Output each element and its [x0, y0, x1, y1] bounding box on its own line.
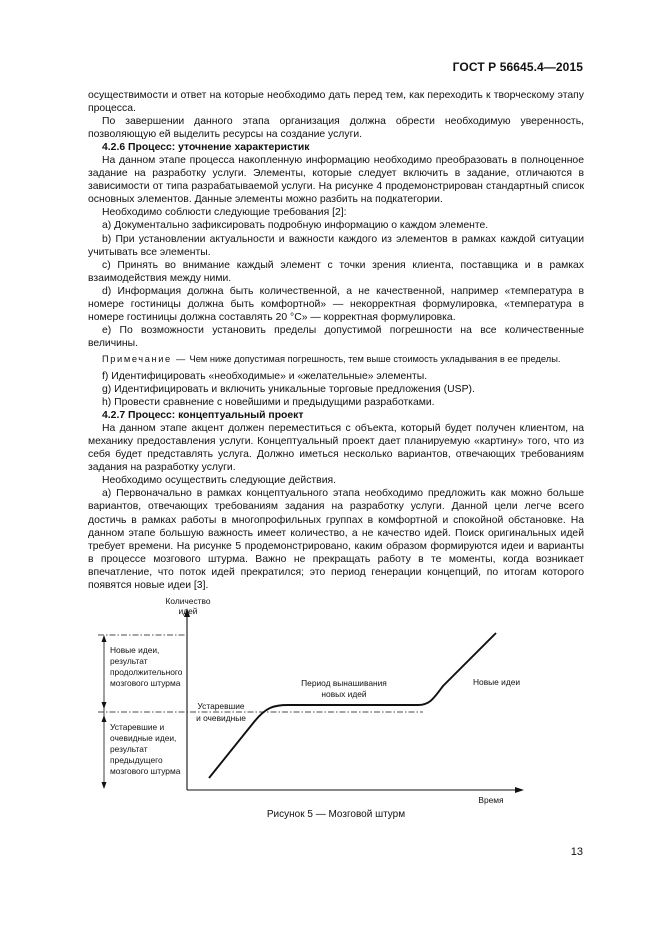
page-number: 13 [570, 846, 583, 858]
left-label-top-4: мозгового штурма [110, 678, 181, 688]
figure-brainstorm [88, 590, 584, 830]
range-arrow-bottom [102, 782, 107, 789]
paragraph: Необходимо осуществить следующие действия. [102, 475, 337, 487]
paragraph: a) Первоначально в рамках концептуального этапа необходимо предложить как можно больше вариантов, отвечающих требованиям задания на разработку услуги. Данной цели легче всего достичь в рамках работы в многопрофильных группах в комфортной и спокойной обстановке. На данном этапе большую важность имеет количество, а не качество идей. Поиск оригинальных идей требует времени. На рисунке 5 продемонстрировано, каким образом формируются идеи и варианты в процессе мозгового штурма. Важно не прекращать работу в те моменты, когда возникает впечатление, что поток идей прекратился; это период генерации концепций, по итогам которого появятся новые идеи [3]. [88, 488, 584, 591]
paragraph: a) Документально зафиксировать подробную информацию о каждом элементе. [102, 220, 489, 232]
left-label-bottom-3: результат [110, 744, 148, 754]
curve-label-old-2: и очевидные [196, 713, 246, 723]
paragraph: d) Информация должна быть количественной, а не качественной, например «температура в номере гостиницы должна быть комфортной» — некорректная формулировка, «температура в номере гостиницы должна составлять 20 °С» — корректная формулировка. [88, 285, 584, 323]
figure-caption: Рисунок 5 — Мозговой штурм [266, 809, 406, 820]
left-label-bottom-4: предыдущего [110, 755, 163, 765]
ideas-curve [209, 633, 496, 778]
section-number: 4.2.7 [102, 410, 126, 422]
left-label-bottom-1: Устаревшие и [110, 722, 165, 732]
paragraph: e) По возможности установить пределы допустимой погрешности на все количественные величины. [88, 324, 584, 349]
body-text [88, 89, 584, 592]
range-arrow-top [102, 635, 107, 642]
left-label-bottom-2: очевидные идеи, [110, 733, 177, 743]
note-text: Чем ниже допустимая погрешность, тем выше стоимость укладывания в ее пределы. [189, 353, 561, 364]
y-axis-label-line2: идей [178, 606, 198, 616]
y-axis-label-line1: Количество [165, 596, 211, 606]
paragraph: g) Идентифицировать и включить уникальные торговые предложения (USP). [102, 384, 475, 396]
note-paragraph [88, 353, 584, 366]
paragraph: f) Идентифицировать «необходимые» и «желательные» элементы. [102, 370, 428, 382]
paragraph: На данном этапе акцент должен переместиться с объекта, который будет получен клиентом, на механику предоставления услуги. Концептуальный проект дает планируемую «картину» того, что из себя будет представлять услуга. Должно иметься несколько вариантов, отвечающих требованиям задания на разработку услуги. [88, 423, 584, 474]
section-heading [88, 409, 584, 422]
range-arrow-mid-up [102, 702, 107, 709]
curve-label-old-1: Устаревшие [197, 701, 245, 711]
note-label: Примечание — [102, 353, 187, 364]
x-axis-arrow [515, 787, 524, 793]
left-label-top-3: продолжительного [110, 667, 183, 677]
paragraph: Необходимо соблюсти следующие требования [2]: [102, 207, 347, 219]
paragraph: По завершении данного этапа организация должна обрести необходимую уверенность, позволяющую ей выделить ресурсы на создание услуги. [88, 116, 584, 141]
curve-label-new: Новые идеи [473, 677, 521, 687]
paragraph: осуществимости и ответ на которые необходимо дать перед тем, как переходить к творческому этапу процесса. [88, 90, 584, 115]
paragraph: b) При установлении актуальности и важности каждого из элементов в рамках каждой ситуации учитывать все элементы. [88, 233, 584, 258]
range-arrow-mid-down [102, 715, 107, 722]
curve-label-plateau-1: Период вынашивания [301, 678, 387, 688]
paragraph: h) Провести сравнение с новейшими и предыдущими разработками. [102, 397, 435, 409]
left-label-top-2: результат [110, 656, 148, 666]
paragraph: c) Принять во внимание каждый элемент с точки зрения клиента, поставщика и в рамках взаимодействия между ними. [88, 259, 584, 284]
document-header: ГОСТ Р 56645.4—2015 [452, 60, 583, 74]
brainstorm-diagram [88, 590, 584, 810]
section-title: Процесс: уточнение характеристик [128, 142, 310, 154]
section-heading [88, 141, 584, 154]
x-axis-label: Время [478, 795, 504, 805]
section-title: Процесс: концептуальный проект [128, 410, 304, 422]
left-label-bottom-5: мозгового штурма [110, 766, 181, 776]
section-number: 4.2.6 [102, 142, 126, 154]
left-label-top-1: Новые идеи, [110, 645, 160, 655]
paragraph: На данном этапе процесса накопленную информацию необходимо преобразовать в полноценное задание на разработку услуги. Элементы, которые следует включить в задание, отличаются в зависимости от типа разрабатываемой услуги. На рисунке 4 продемонстрирован стандартный список основных элементов. Данные элементы можно разбить на подкатегории. [88, 155, 584, 206]
curve-label-plateau-2: новых идей [321, 689, 367, 699]
